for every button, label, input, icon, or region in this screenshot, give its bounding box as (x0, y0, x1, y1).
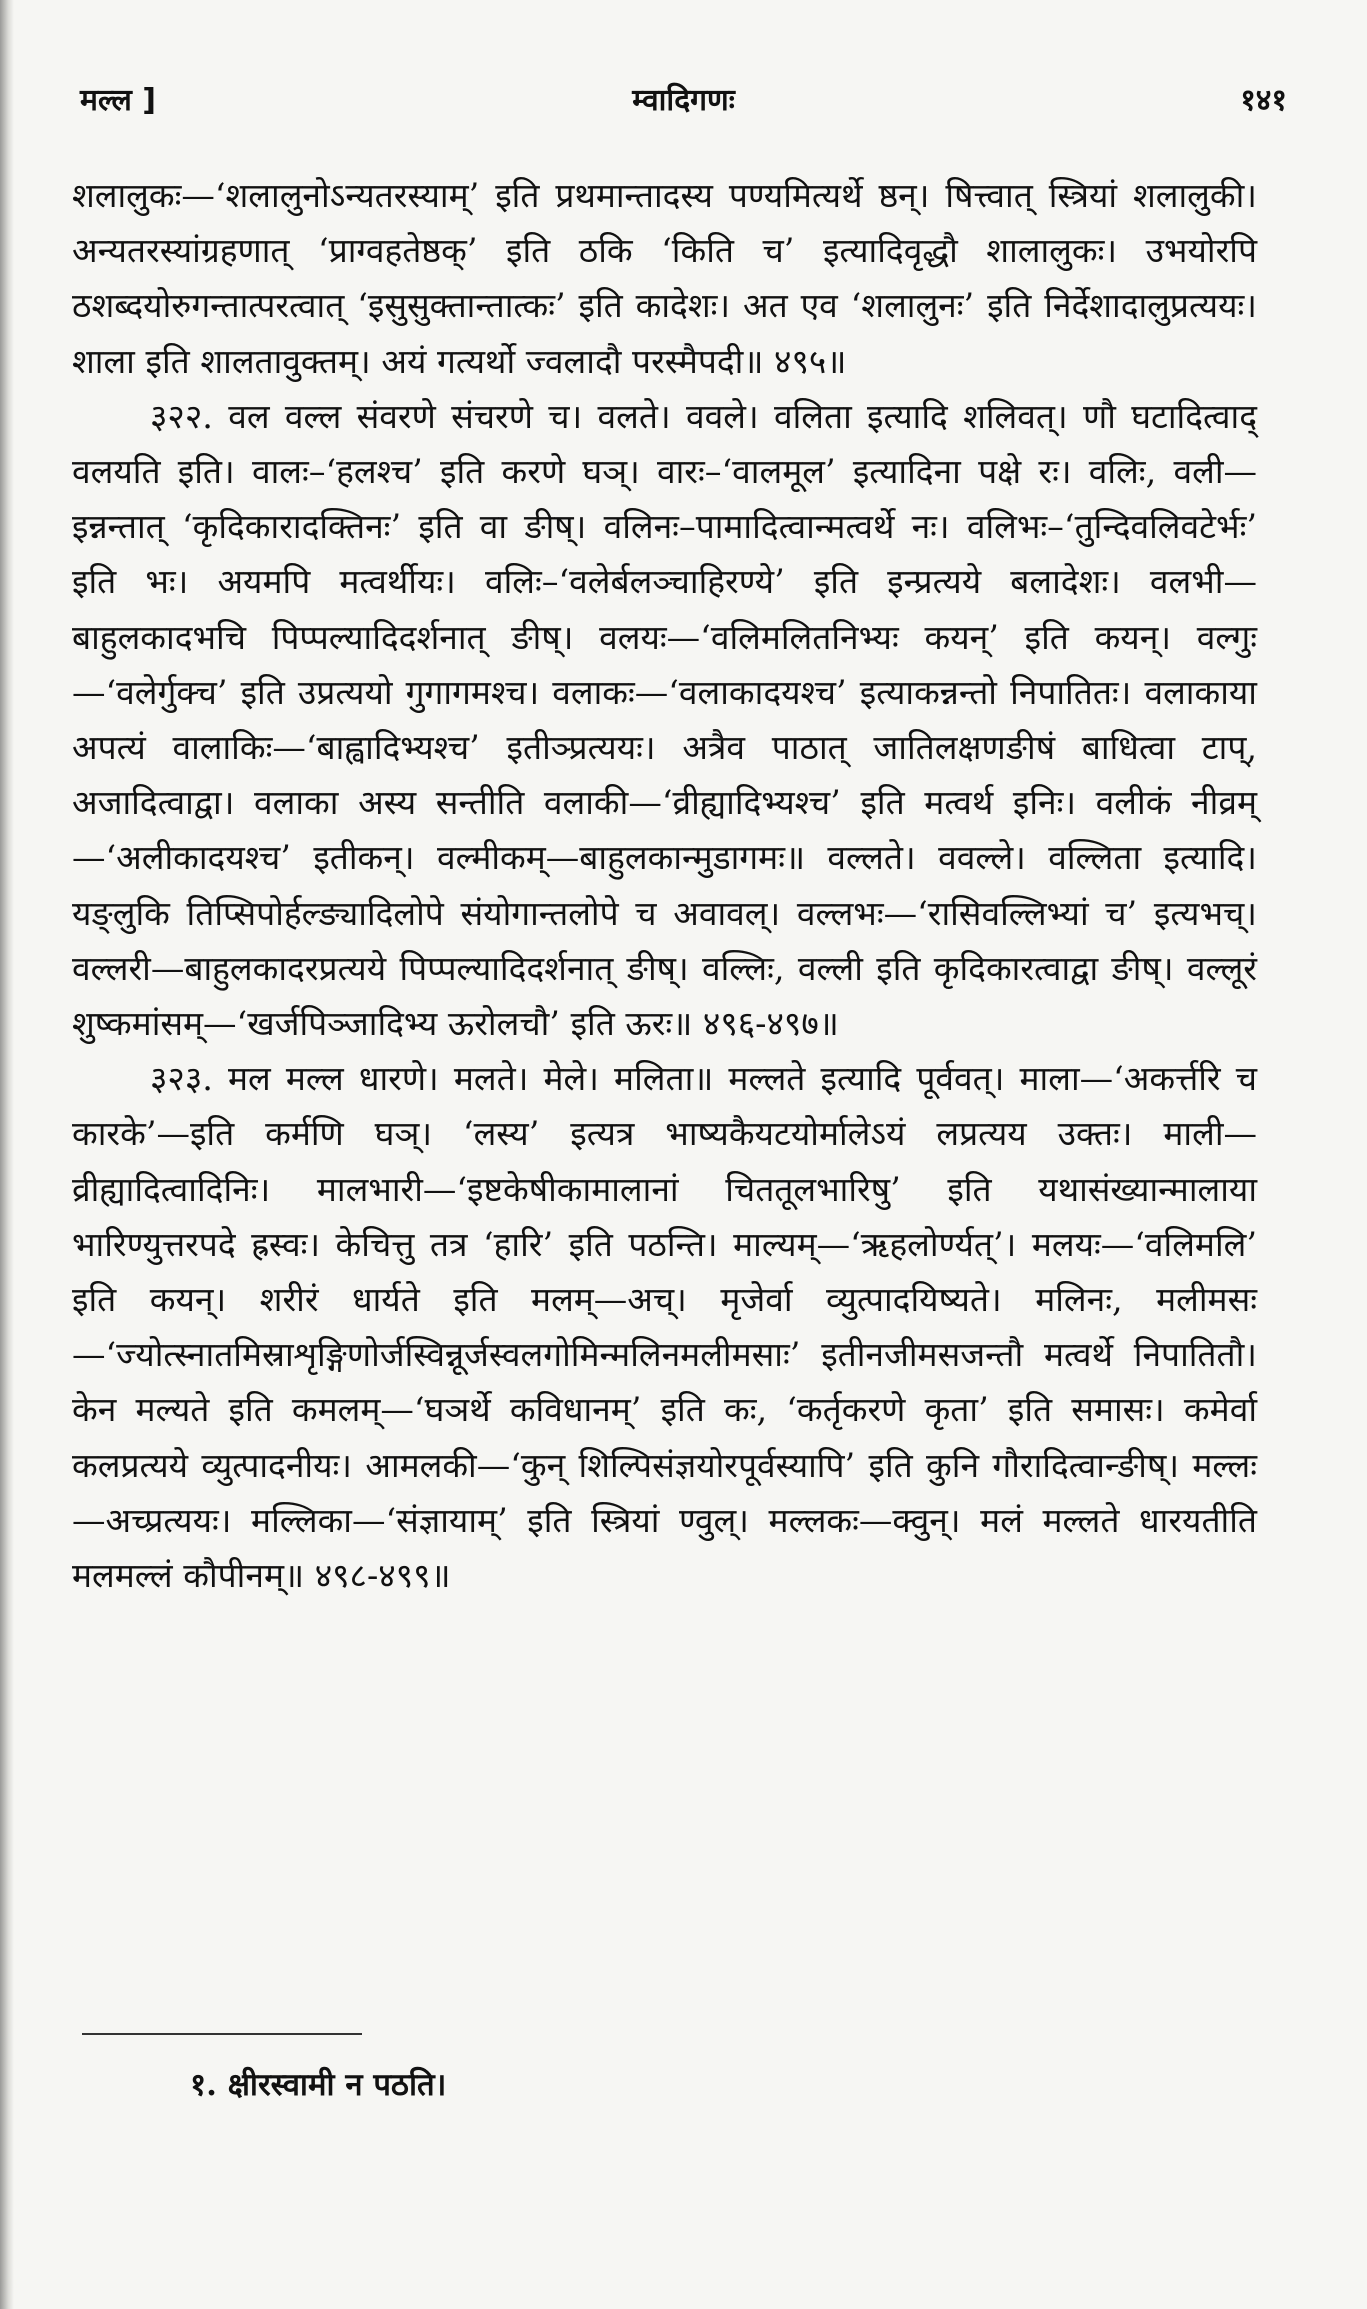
running-head-title: म्वादिगणः (632, 83, 735, 118)
paragraph-continuation: शलालुकः—‘शलालुनोऽन्यतरस्याम्’ इति प्रथमान्तादस्य पण्यमित्यर्थे ष्ठन्। षित्त्वात् स्त्रियां शलालुकी। अन्यतरस्यांग्रहणात् ‘प्राग्वहतेष्ठक्’ इति ठकि ‘किति च’ इत्यादिवृद्धौ शालालुकः। उभयोरपि ठशब्दयोरुगन्तात्परत्वात् ‘इसुसुक्तान्तात्कः’ इति कादेशः। अत एव ‘शलालुनः’ इति निर्देशादालुप्रत्ययः। शाला इति शालतावुक्तम्। अयं गत्यर्थो ज्वलादौ परस्मैपदी॥ ४९५॥ (72, 176, 1257, 381)
paragraph-323: ३२३. मल मल्ल धारणे। मलते। मेले। मलिता॥ मल्लते इत्यादि पूर्ववत्। माला—‘अकर्त्तरि च कारके’—इति कर्मणि घञ्। ‘लस्य’ इत्यत्र भाष्यकैयटयोर्मालेऽयं लप्रत्यय उक्तः। माली—व्रीह्यादित्वादिनिः। मालभारी—‘इष्टकेषीकामालानां चिततूलभारिषु’ इति यथासंख्यान्मालाया भारिण्युत्तरपदे ह्रस्वः। केचित्तु तत्र ‘हारि’ इति पठन्ति। माल्यम्—‘ऋहलोर्ण्यत्’। मलयः—‘वलिमलि’ इति कयन्। शरीरं धार्यते इति मलम्—अच्। मृजेर्वा व्युत्पादयिष्यते। मलिनः, मलीमसः—‘ज्योत्स्नातमिस्राशृङ्गिणोर्जस्विन्नूर्जस्वलगोमिन्मलिनमलीमसाः’ इतीनजीमसजन्तौ मत्वर्थे निपातितौ। केन मल्यते इति कमलम्—‘घञर्थे कविधानम्’ इति कः, ‘कर्तृकरणे कृता’ इति समासः। कमेर्वा कलप्रत्यये व्युत्पादनीयः। आमलकी—‘कुन् शिल्पिसंज्ञयोरपूर्वस्यापि’ इति कुनि गौरादित्वान्ङीष्। मल्लः—अच्प्रत्ययः। मल्लिका—‘संज्ञायाम्’ इति स्त्रियां ण्वुल्। मल्लकः—क्वुन्। मलं मल्लते धारयतीति मलमल्लं कौपीनम्॥ ४९८-४९९॥ (72, 1059, 1258, 1596)
footnote-rule (82, 2033, 362, 2035)
body-text (72, 168, 1257, 1603)
page-binding-edge (0, 0, 14, 2309)
paragraph-322: ३२२. वल वल्ल संवरणे संचरणे च। वलते। ववले। वलिता इत्यादि शलिवत्। णौ घटादित्वाद् वलयति इति। वालः–‘हलश्च’ इति करणे घञ्। वारः–‘वालमूल’ इत्यादिना पक्षे रः। वलिः, वली—इन्नन्तात् ‘कृदिकारादक्तिनः’ इति वा ङीष्। वलिनः–पामादित्वान्मत्वर्थे नः। वलिभः–‘तुन्दिवलिवटेर्भः’ इति भः। अयमपि मत्वर्थीयः। वलिः–‘वलेर्बलञ्चाहिरण्ये’ इति इन्प्रत्यये बलादेशः। वलभी—बाहुलकादभचि पिप्पल्यादिदर्शनात् ङीष्। वलयः—‘वलिमलितनिभ्यः कयन्’ इति कयन्। वल्गुः—‘वलेर्गुक्च’ इति उप्रत्ययो गुगागमश्च। वलाकः—‘वलाकादयश्च’ इत्याकन्नन्तो निपातितः। वलाकाया अपत्यं वालाकिः—‘बाह्वादिभ्यश्च’ इतीञ्प्रत्ययः। अत्रैव पाठात् जातिलक्षणङीषं बाधित्वा टाप्, अजादित्वाद्वा। वलाका अस्य सन्तीति वलाकी—‘व्रीह्यादिभ्यश्च’ इति मत्वर्थ इनिः। वलीकं नीव्रम्—‘अलीकादयश्च’ इतीकन्। वल्मीकम्—बाहुलकान्मुडागमः॥ वल्लते। ववल्ले। वल्लिता इत्यादि। यङ्लुकि तिप्सिपोर्हल्ङ्यादिलोपे संयोगान्तलोपे च अवावल्। वल्लभः—‘रासिवल्लिभ्यां च’ इत्यभच्। वल्लरी—बाहुलकादरप्रत्यये पिप्पल्यादिदर्शनात् ङीष्। वल्लिः, वल्ली इति कृदिकारत्वाद्वा ङीष्। वल्लूरं शुष्कमांसम्—‘खर्जपिञ्जादिभ्य ऊरोलचौ’ इति ऊरः॥ ४९६-४९७॥ (72, 396, 1257, 1044)
page-number: १४१ (1240, 83, 1287, 118)
running-head (80, 78, 1287, 128)
running-head-left: मल्ल ] (80, 83, 156, 118)
footnote: १. क्षीरस्वामी न पठति। (190, 2067, 447, 2103)
